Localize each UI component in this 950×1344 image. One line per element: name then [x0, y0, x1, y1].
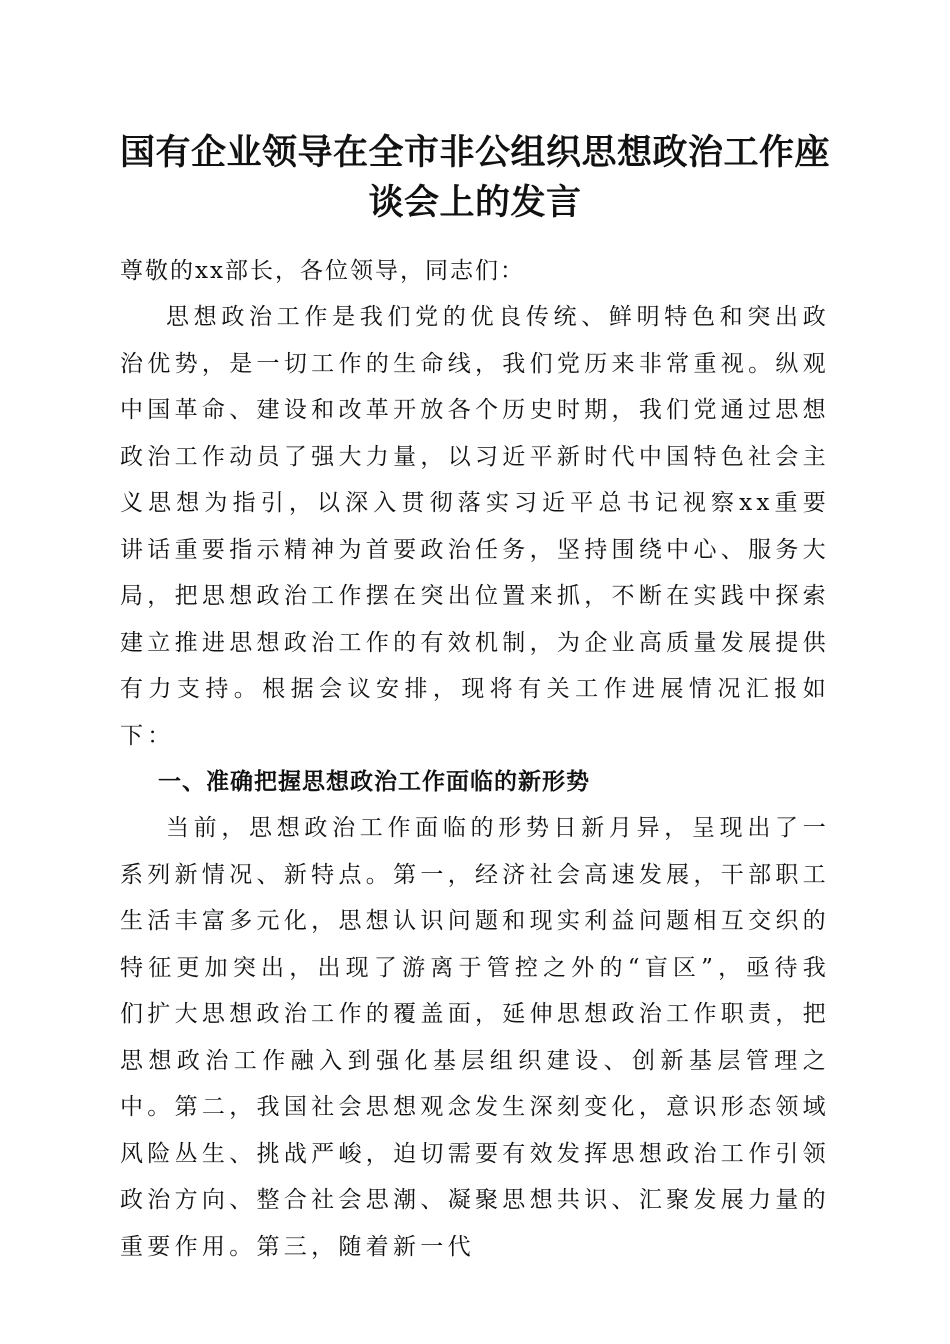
paragraph-situation: 当前，思想政治工作面临的形势日新月异，呈现出了一系列新情况、新特点。第一，经济社会高速发展，干部职工生活丰富多元化，思想认识问题和现实利益问题相互交织的特征更加突出，出现了游离于管控之外的“盲区”，亟待我们扩大思想政治工作的覆盖面，延伸思想政治工作职责，把思想政治工作融入到强化基层组织建设、创新基层管理之中。第二，我国社会思想观念发生深刻变化，意识形态领域风险丛生、挑战严峻，迫切需要有效发挥思想政治工作引领政治方向、整合社会思潮、凝聚思想共识、汇聚发展力量的重要作用。第三，随着新一代: [120, 815, 830, 1260]
salutation: 尊敬的xx部长，各位领导，同志们：: [120, 258, 525, 284]
title-line-2: 谈会上的发言: [368, 182, 582, 223]
paragraph-intro: 思想政治工作是我们党的优良传统、鲜明特色和突出政治优势，是一切工作的生命线，我们党历来非常重视。纵观中国革命、建设和改革开放各个历史时期，我们党通过思想政治工作动员了强大力量，以习近平新时代中国特色社会主义思想为指引，以深入贯彻落实习近平总书记视察xx重要讲话重要指示精神为首要政治任务，坚持围绕中心、服务大局，把思想政治工作摆在突出位置来抓，不断在实践中探索建立推进思想政治工作的有效机制，为企业高质量发展提供有力支持。根据会议安排，现将有关工作进展情况汇报如下：: [120, 304, 830, 749]
section-heading-1: 一、准确把握思想政治工作面临的新形势: [158, 769, 590, 795]
document-body: [120, 248, 830, 1270]
document-title: [110, 128, 840, 228]
title-line-1: 国有企业领导在全市非公组织思想政治工作座: [119, 132, 830, 173]
